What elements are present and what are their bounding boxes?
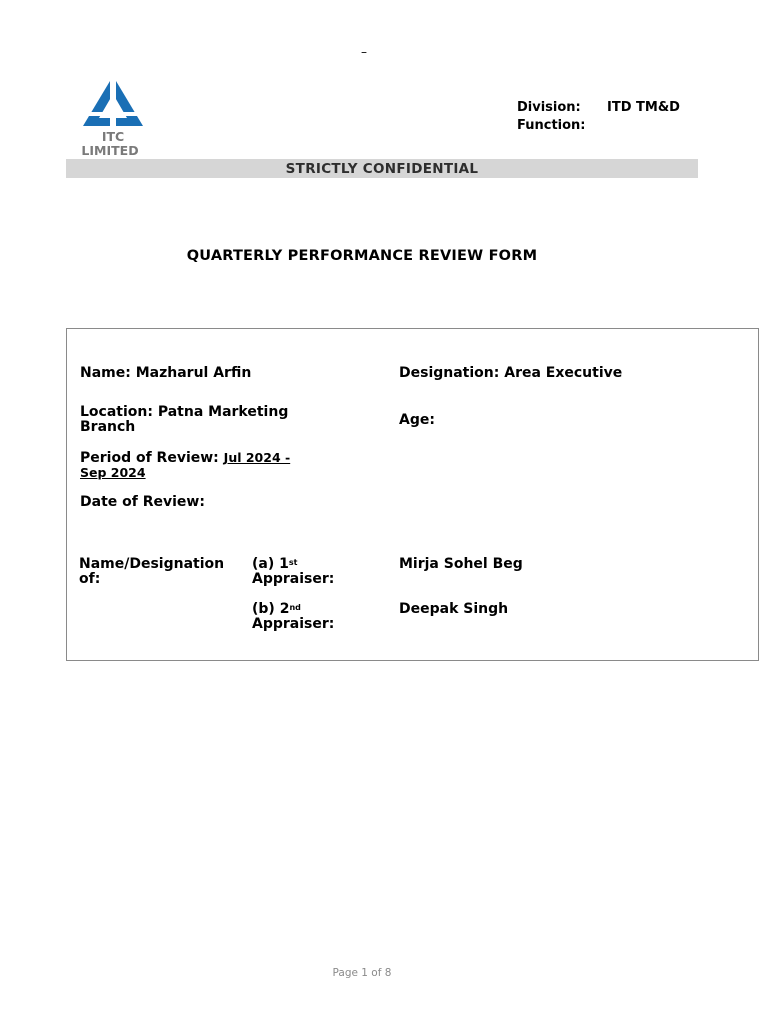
second-appraiser-sup: nd <box>289 603 301 612</box>
form-title: QUARTERLY PERFORMANCE REVIEW FORM <box>186 248 538 264</box>
first-appraiser-suffix: Appraiser: <box>252 571 335 587</box>
division-value: ITD TM&D <box>607 100 680 115</box>
itc-logo-icon <box>82 74 144 128</box>
period-value-line2: Sep 2024 <box>80 465 146 480</box>
logo-text-limited: LIMITED <box>81 143 139 158</box>
appraiser-label-line2: of: <box>79 571 101 587</box>
period-of-review <box>80 451 290 480</box>
first-appraiser-sup: st <box>288 558 298 567</box>
period-value-line1: Jul 2024 - <box>223 450 291 465</box>
function-label: Function: <box>517 118 586 133</box>
first-appraiser-label <box>252 557 334 587</box>
date-of-review: Date of Review: <box>80 494 205 510</box>
logo-text-itc: ITC <box>101 129 125 144</box>
location-line1: Location: Patna Marketing <box>80 404 289 420</box>
second-appraiser-label <box>252 602 334 632</box>
itc-logo <box>80 74 146 158</box>
first-appraiser-prefix: (a) 1 <box>252 556 289 572</box>
employee-age: Age: <box>399 412 435 428</box>
employee-location <box>80 405 288 435</box>
confidential-banner: STRICTLY CONFIDENTIAL <box>66 159 698 178</box>
second-appraiser-suffix: Appraiser: <box>252 616 335 632</box>
appraiser-label <box>79 557 224 587</box>
top-mark: – <box>361 45 367 59</box>
employee-designation: Designation: Area Executive <box>399 365 623 381</box>
second-appraiser-prefix: (b) 2 <box>252 601 290 617</box>
page-number: Page 1 of 8 <box>332 967 392 979</box>
appraiser-label-line1: Name/Designation <box>79 556 225 572</box>
location-line2: Branch <box>80 419 136 435</box>
division-label: Division: <box>517 100 581 115</box>
first-appraiser-name: Mirja Sohel Beg <box>399 556 523 572</box>
period-label: Period of Review: <box>80 450 219 466</box>
second-appraiser-name: Deepak Singh <box>399 601 509 617</box>
employee-name: Name: Mazharul Arfin <box>80 365 252 381</box>
